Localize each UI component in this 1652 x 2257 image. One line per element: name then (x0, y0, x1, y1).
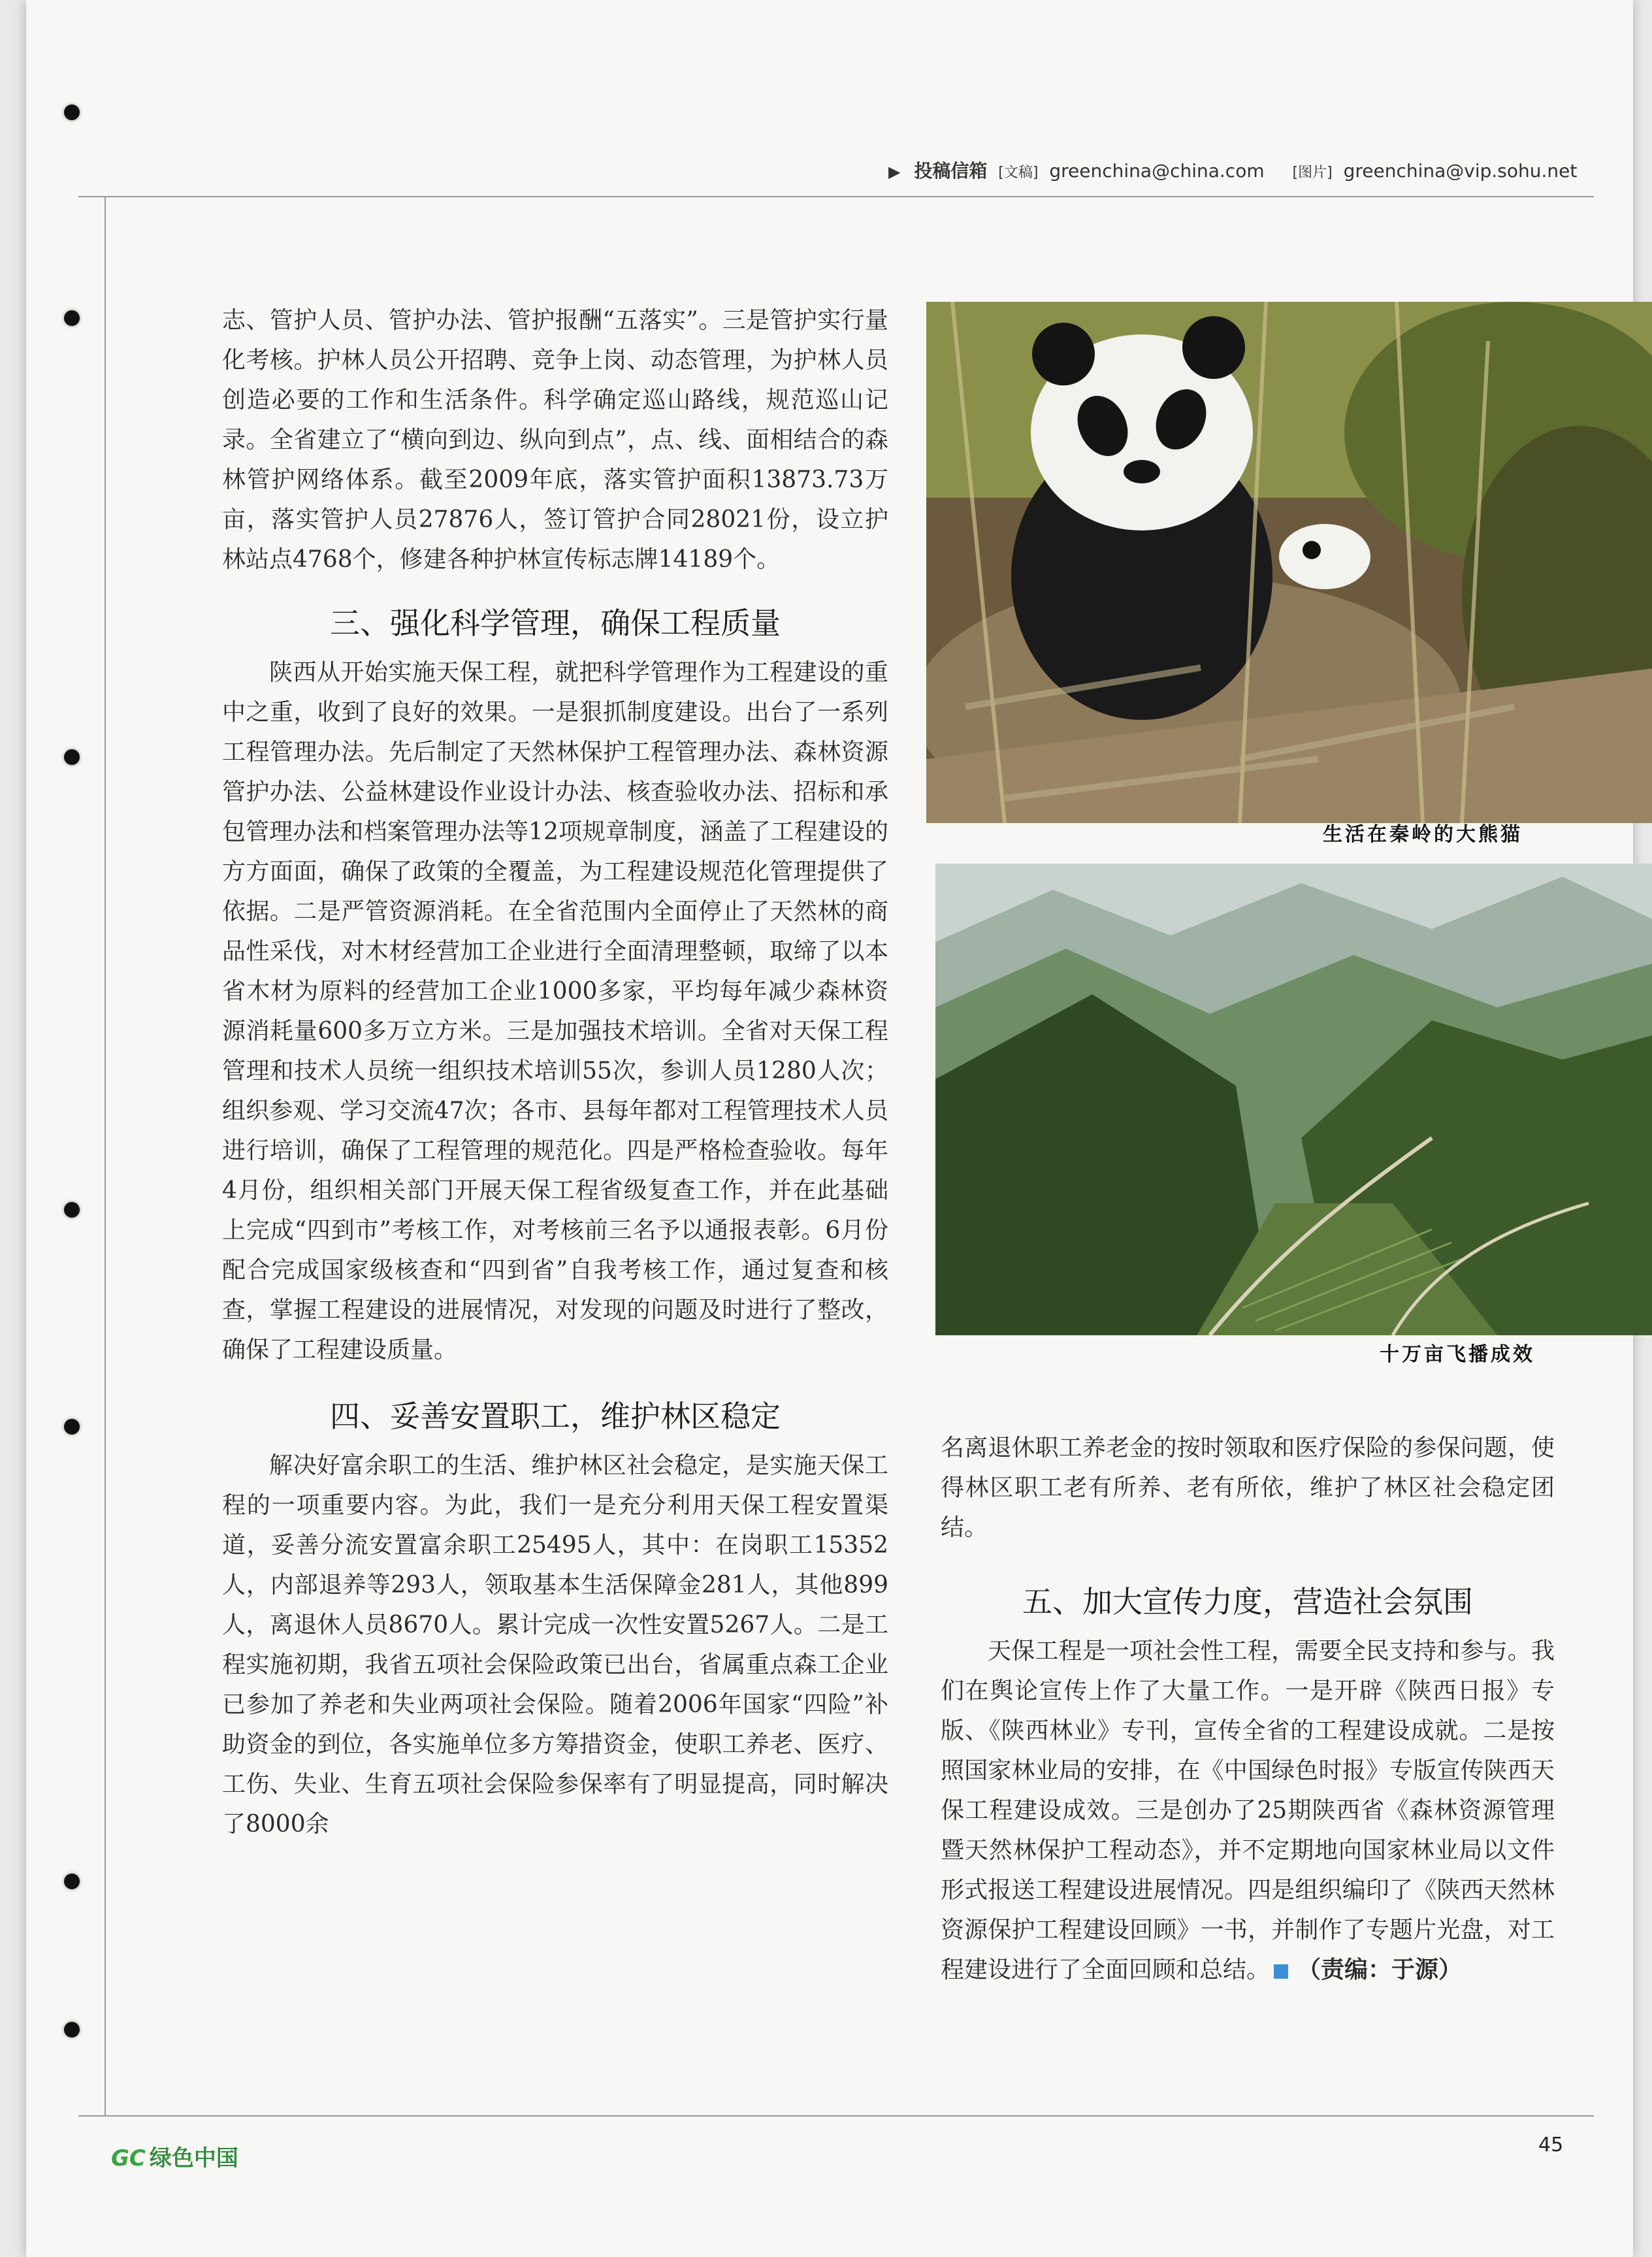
submission-label: 投稿信箱 (914, 160, 988, 182)
section-4-paragraph: 解决好富余职工的生活、维护林区社会稳定，是实施天保工程的一项重要内容。为此，我们一是充分利用天保工程安置渠道，妥善分流安置富余职工25495人，其中：在岗职工15352人，内部退养等293人，领取基本生活保障金281人，其他899人，离退休人员8670人。累计完成一次性安置5267人。二是工程实施初期，我省五项社会保险政策已出台，省属重点森工企业已参加了养老和失业两项社会保险。随着2006年国家“四险”补助资金的到位，各实施单位多方筹措资金，使职工养老、医疗、工伤、失业、生育五项社会保险参保率有了明显提高，同时解决了8000余 (222, 1452, 888, 1838)
panda-photo (926, 302, 1652, 823)
intro-paragraph: 志、管护人员、管护办法、管护报酬“五落实”。三是管护实行量化考核。护林人员公开招聘、竞争上岗、动态管理，为护林人员创造必要的工作和生活条件。科学确定巡山路线，规范巡山记录。全省建立了“横向到边、纵向到点”，点、线、面相结合的森林管护网络体系。截至2009年底，落实管护面积13873.73万亩，落实管护人员27876人，签订管护合同28021份，设立护林站点4768个，修建各种护林宣传标志牌14189个。 (222, 307, 888, 573)
continuation-paragraph: 名离退休职工养老金的按时领取和医疗保险的参保问题，使得林区职工老有所养、老有所依，维护了林区社会稳定团结。 (941, 1435, 1555, 1541)
binder-hole (64, 105, 80, 120)
text-email[interactable]: greenchina@china.com (1049, 160, 1265, 182)
image-email[interactable]: greenchina@vip.sohu.net (1343, 160, 1578, 182)
editor-note: （责编：于源） (1297, 1957, 1463, 1983)
arrow-icon: ▶ (888, 163, 901, 181)
magazine-page (26, 0, 1633, 2257)
binder-hole (64, 1202, 80, 1218)
section-3-paragraph: 陕西从开始实施天保工程，就把科学管理作为工程建设的重中之重，收到了良好的效果。一是狠抓制度建设。出台了一系列工程管理办法。先后制定了天然林保护工程管理办法、森林资源管护办法、公益林建设作业设计办法、核查验收办法、招标和承包管理办法和档案管理办法等12项规章制度，涵盖了工程建设的方方面面，确保了政策的全覆盖，为工程建设规范化管理提供了依据。二是严管资源消耗。在全省范围内全面停止了天然林的商品性采伐，对木材经营加工企业进行全面清理整顿，取缔了以本省木材为原料的经营加工企业1000多家，平均每年减少森林资源消耗量600多万立方米。三是加强技术培训。全省对天保工程管理和技术人员统一组织技术培训55次，参训人员1280人次；组织参观、学习交流47次；各市、县每年都对工程管理技术人员进行培训，确保了工程管理的规范化。四是严格检查验收。每年4月份，组织相关部门开展天保工程省级复查工作，并在此基础上完成“四到市”考核工作，对考核前三名予以通报表彰。6月份配合完成国家级核查和“四到省”自我考核工作，通过复查和核查，掌握工程建设的进展情况，对发现的问题及时进行了整改，确保了工程建设质量。 (222, 659, 888, 1363)
binder-hole (64, 2022, 80, 2038)
section-3-title: 三、强化科学管理，确保工程质量 (330, 606, 781, 641)
right-column (941, 1428, 1555, 1990)
page-number: 45 (1538, 2134, 1564, 2156)
image-tag: [图片] (1292, 165, 1333, 181)
end-mark-icon (1274, 1964, 1288, 1979)
text-tag: [文稿] (998, 165, 1039, 181)
left-column (222, 300, 888, 1844)
logo-mark: GC (111, 2145, 146, 2171)
section-4-title: 四、妥善安置职工，维护林区稳定 (330, 1399, 781, 1434)
margin-rule (105, 196, 106, 2117)
logo-text: 绿色中国 (149, 2145, 238, 2171)
panda-caption: 生活在秦岭的大熊猫 (1323, 823, 1523, 846)
header-rule (78, 196, 1594, 197)
landscape-caption: 十万亩飞播成效 (1380, 1343, 1535, 1366)
binder-hole (64, 310, 80, 326)
magazine-logo (111, 2140, 238, 2172)
footer-rule (78, 2115, 1594, 2117)
binder-hole (64, 749, 80, 765)
binder-hole (64, 1419, 80, 1435)
submission-header (888, 157, 1577, 183)
section-5-text: 天保工程是一项社会性工程，需要全民支持和参与。我们在舆论宣传上作了大量工作。一是开辟《陕西日报》专版、《陕西林业》专刊，宣传全省的工程建设成就。二是按照国家林业局的安排，在《中国绿色时报》专版宣传陕西天保工程建设成效。三是创办了25期陕西省《森林资源管理暨天然林保护工程动态》，并不定期地向国家林业局以文件形式报送工程建设进展情况。四是组织编印了《陕西天然林资源保护工程建设回顾》一书，并制作了专题片光盘，对工程建设进行了全面回顾和总结。 (941, 1638, 1555, 1983)
section-5-paragraph (941, 1631, 1555, 1990)
binder-hole (64, 1874, 80, 1889)
landscape-photo (935, 864, 1652, 1335)
section-5-title: 五、加大宣传力度，营造社会氛围 (1022, 1584, 1473, 1619)
